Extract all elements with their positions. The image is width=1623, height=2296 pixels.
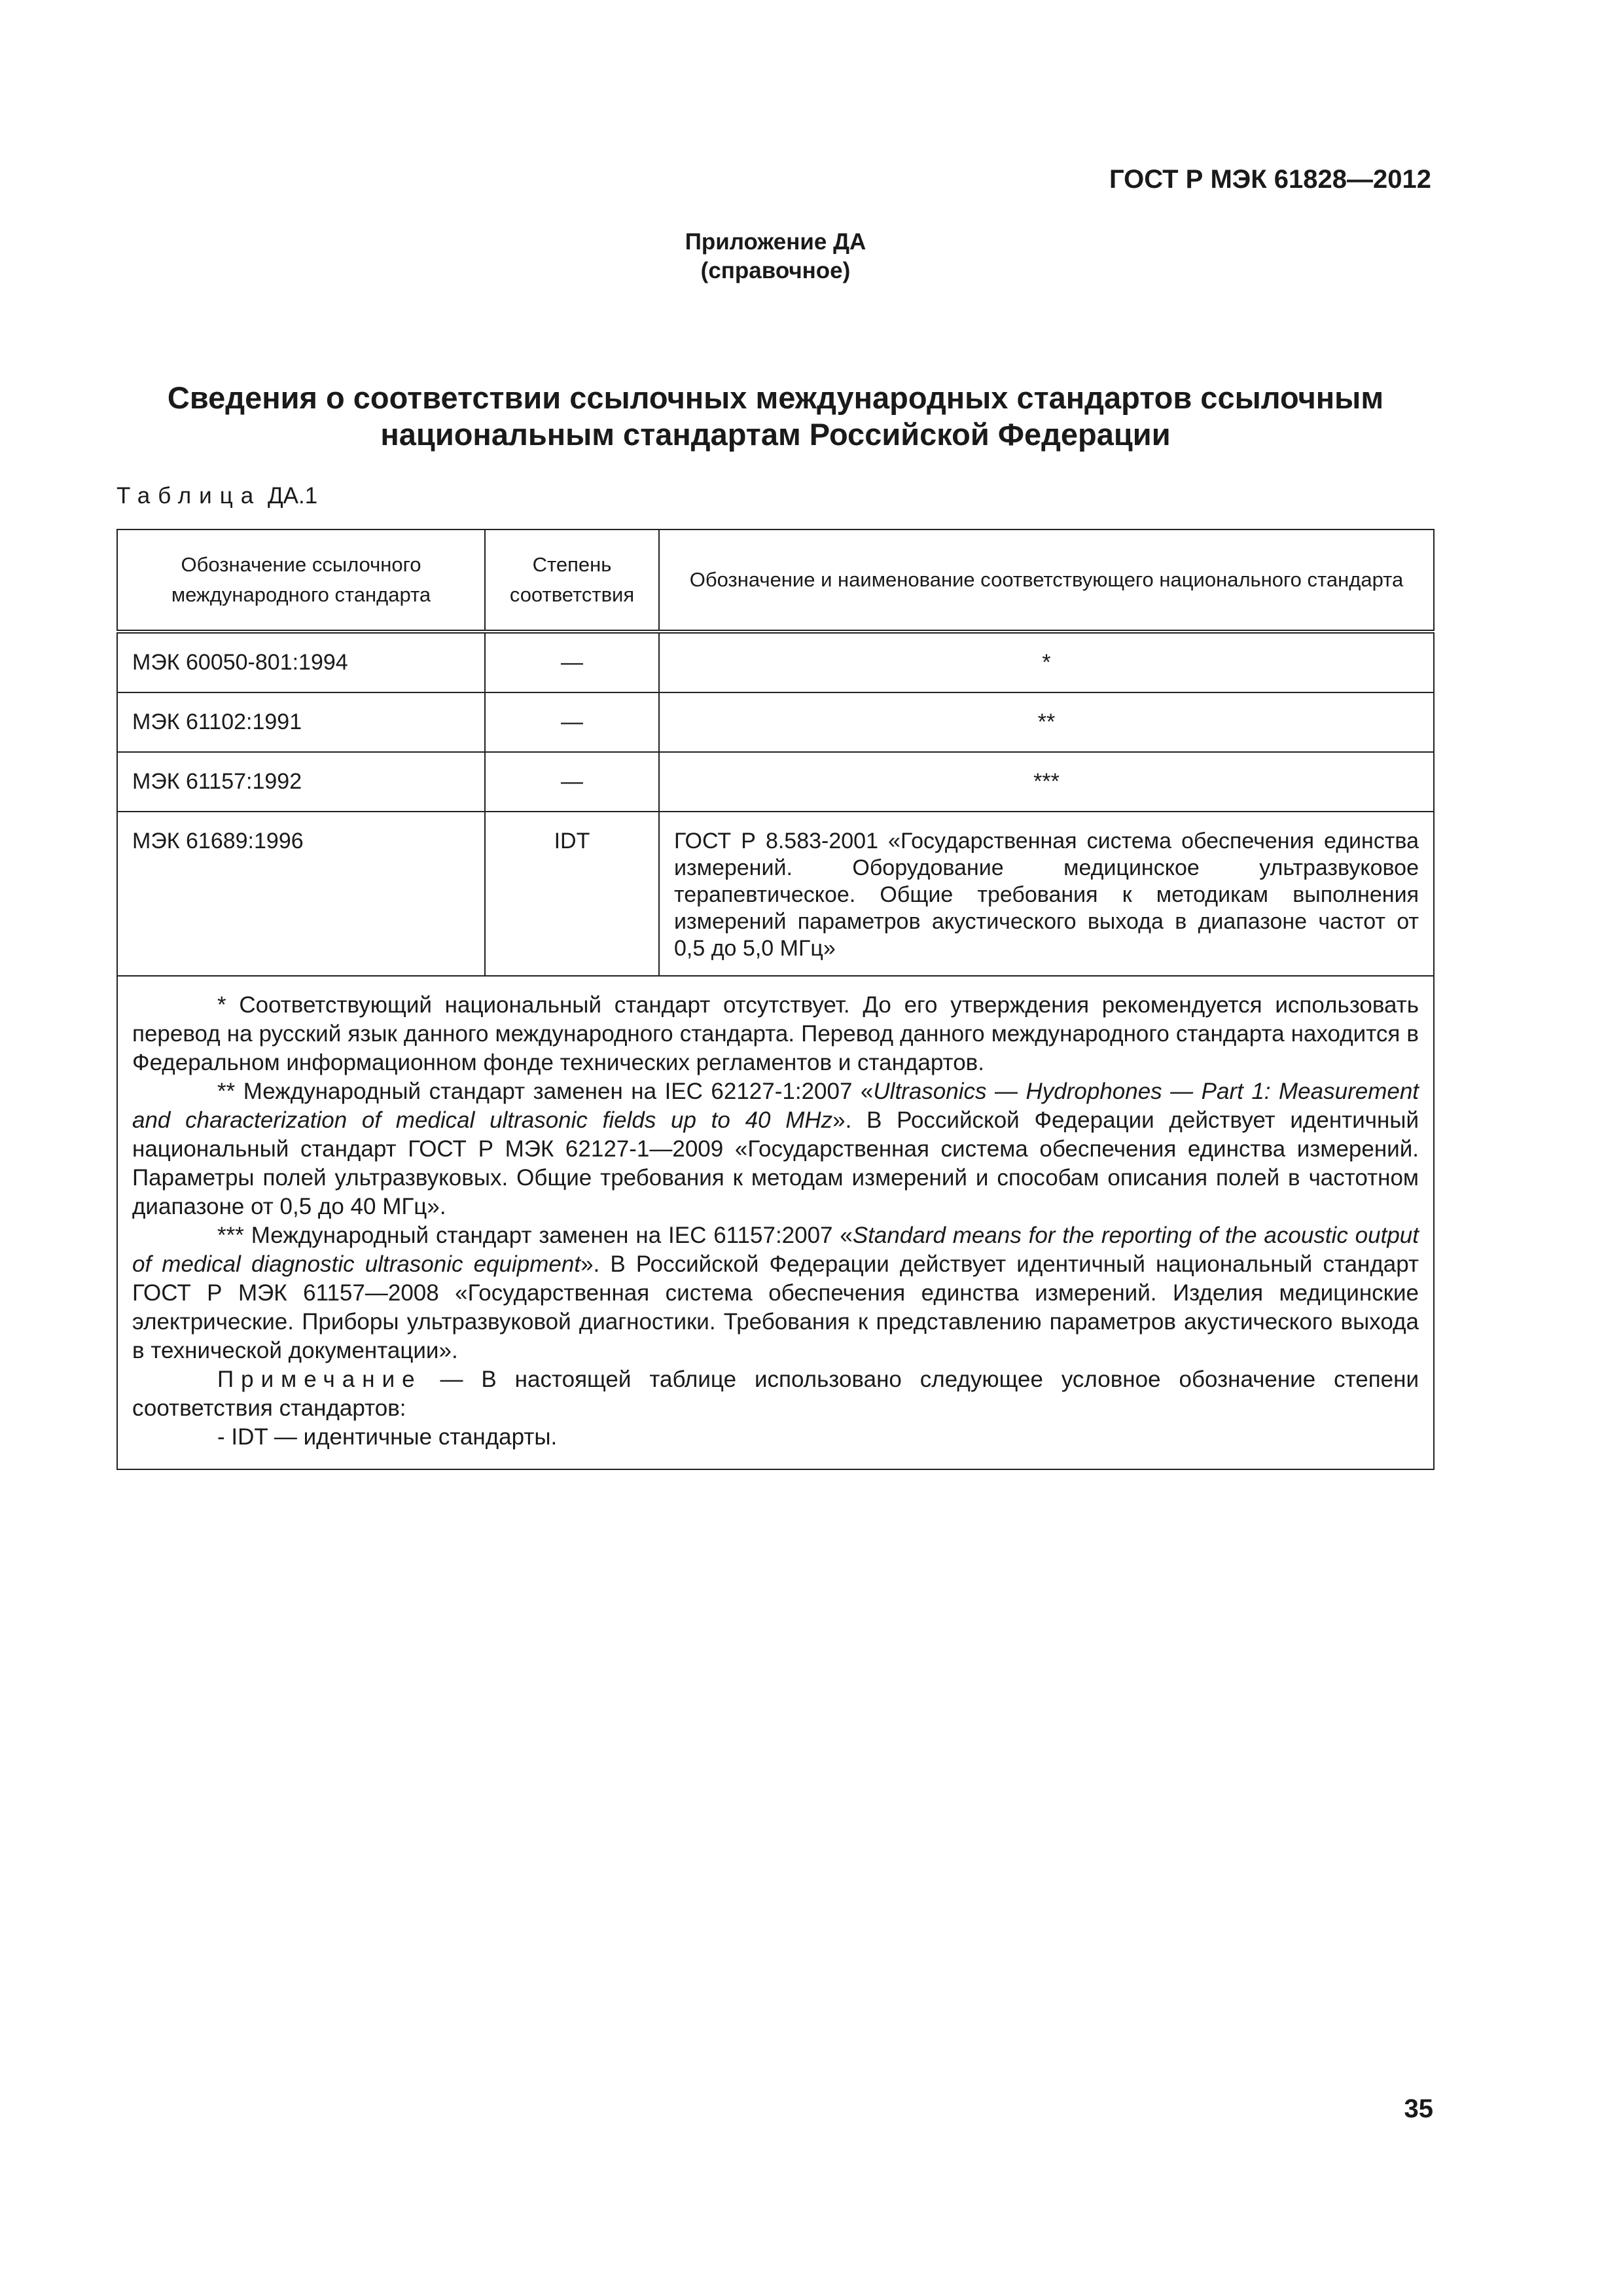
remark-text: — В настоящей таблице использовано следующее условное обозначение степени соответствия стандартов: [132, 1367, 1419, 1421]
footnote-3-rest: ». В Российской Федерации действует идентичный национальный стандарт ГОСТ Р МЭК 61157—2008 «Государственная система обеспечения единства измерений. Изделия медицинские электрические. Приборы ультразвуковой диагностики. Требования к представлению параметров акустического выхода в технической документации». [132, 1251, 1419, 1363]
footnote-1: * Соответствующий национальный стандарт отсутствует. До его утверждения рекомендуется использовать перевод на русский язык данного международного стандарта. Перевод данного международного стандарта находится в Федеральном информационном фонде технических регламентов и стандартов. [132, 992, 1419, 1075]
table-row [117, 632, 1434, 692]
table-caption-number: ДА.1 [267, 483, 318, 509]
footnote-2-title: Ultrasonics — Hydrophones — Part 1: Measurement and characterization of medical ultrasonic fields up to 40 MHz [132, 1079, 1419, 1133]
footnote-2-rest: ». В Российской Федерации действует идентичный национальный стандарт ГОСТ Р МЭК 62127-1—2009 «Государственная система обеспечения единства измерений. Параметры полей ультразвуковых. Общие требования к методам измерений и способам описания полей в частотном диапазоне от 0,5 до 40 МГц». [132, 1107, 1419, 1219]
cell-degree: — [485, 632, 659, 692]
section-title-line-2: национальным стандартам Российской Федерации [380, 417, 1171, 452]
section-title-line-1: Сведения о соответствии ссылочных международных стандартов ссылочным [167, 380, 1384, 415]
remark-label: Примечание [217, 1367, 422, 1392]
cell-designation: МЭК 60050-801:1994 [117, 632, 485, 692]
footnote-2 [132, 1077, 1419, 1221]
header-national-standard: Обозначение и наименование соответствующего национального стандарта [659, 529, 1434, 632]
table-row [117, 752, 1434, 812]
section-title [116, 380, 1435, 453]
table-notes [117, 976, 1434, 1469]
cell-designation: МЭК 61102:1991 [117, 692, 485, 752]
table-header-row [117, 529, 1434, 632]
table-caption-word: Таблица [116, 483, 262, 509]
standards-table [116, 529, 1435, 1470]
cell-degree: IDT [485, 812, 659, 976]
cell-designation: МЭК 61689:1996 [117, 812, 485, 976]
cell-national-standard: ** [659, 692, 1434, 752]
table-row [117, 692, 1434, 752]
table-caption [116, 483, 317, 509]
annex-heading [0, 228, 1551, 285]
footnote-3-text: *** Международный стандарт заменен на IEC 61157:2007 « [217, 1223, 853, 1248]
cell-degree: — [485, 692, 659, 752]
annex-type: (справочное) [700, 258, 851, 283]
remark [132, 1365, 1419, 1423]
table-notes-row [117, 976, 1434, 1469]
cell-national-standard: *** [659, 752, 1434, 812]
cell-national-standard: * [659, 632, 1434, 692]
table-row [117, 812, 1434, 976]
footnote-3-title: Standard means for the reporting of the acoustic output of medical diagnostic ultrasonic equipment [132, 1223, 1419, 1277]
cell-degree: — [485, 752, 659, 812]
header-designation: Обозначение ссылочного международного стандарта [117, 529, 485, 632]
cell-national-standard: ГОСТ Р 8.583-2001 «Государственная система обеспечения единства измерений. Оборудование медицинское ультразвуковое терапевтическое. Общие требования к методикам выполнения измерений параметров акустического выхода в диапазоне частот от 0,5 до 5,0 МГц» [659, 812, 1434, 976]
annex-label: Приложение ДА [685, 229, 866, 255]
footnote-3 [132, 1221, 1419, 1365]
remark-item: - IDT — идентичные стандарты. [217, 1424, 558, 1450]
footnote-2-text: ** Международный стандарт заменен на IEC 62127-1:2007 « [217, 1079, 874, 1104]
cell-designation: МЭК 61157:1992 [117, 752, 485, 812]
header-degree: Степень соответствия [485, 529, 659, 632]
document-code: ГОСТ Р МЭК 61828—2012 [1109, 165, 1431, 194]
page-number: 35 [1404, 2094, 1433, 2123]
